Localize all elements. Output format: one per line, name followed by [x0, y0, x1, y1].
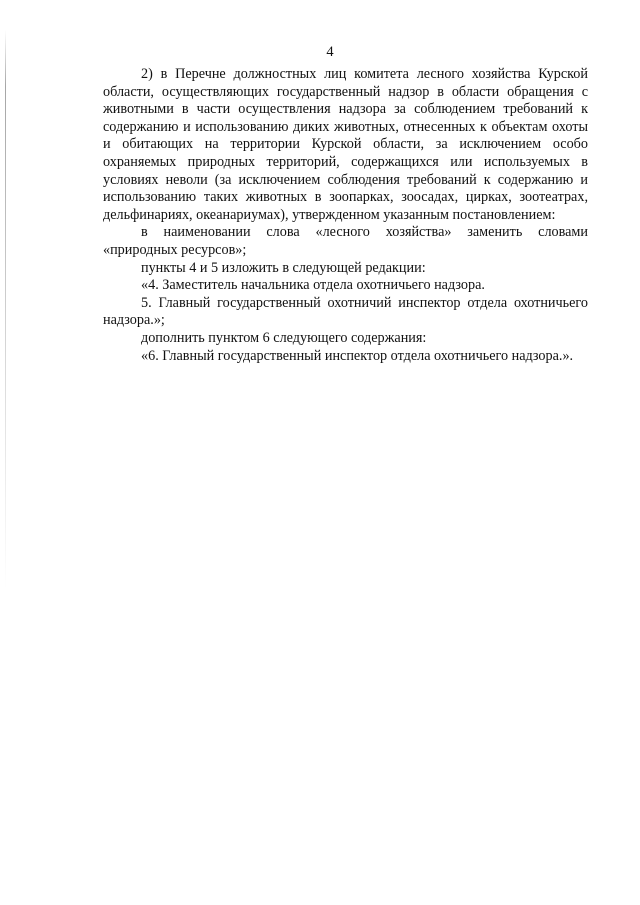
page-number: 4 — [326, 44, 334, 60]
scan-edge-line — [5, 30, 6, 590]
paragraph-point-5: 5. Главный государственный охотничий инспектор отдела охотничьего надзора.»; — [103, 294, 588, 329]
paragraph-points-4-5-intro: пункты 4 и 5 изложить в следующей редакции: — [141, 259, 426, 276]
document-body — [103, 66, 588, 365]
paragraph-point-6: «6. Главный государственный инспектор отдела охотничьего надзора.». — [141, 347, 574, 364]
paragraph-point-4: «4. Заместитель начальника отдела охотничьего надзора. — [141, 277, 485, 294]
paragraph-title-replacement: в наименовании слова «лесного хозяйства» заменить словами «природных ресурсов»; — [103, 224, 588, 258]
paragraph-perechen-amendment: 2) в Перечне должностных лиц комитета лесного хозяйства Курской области, осуществляющих государственный надзор в области обращения с животными в части осуществления надзора за соблюдением требований к содержанию и использованию диких животных, отнесенных к объектам охоты и обитающих на территории Курской области, за исключением особо охраняемых природных территорий, содержащихся или используемых в условиях неволи (за исключением соблюдения требований к содержанию и использованию таких животных в зоопарках, зоосадах, цирках, зоотеатрах, дельфинариях, океанариумах), утвержденном указанным постановлением: — [103, 66, 588, 223]
paragraph-point-6-intro: дополнить пунктом 6 следующего содержания: — [141, 329, 427, 346]
